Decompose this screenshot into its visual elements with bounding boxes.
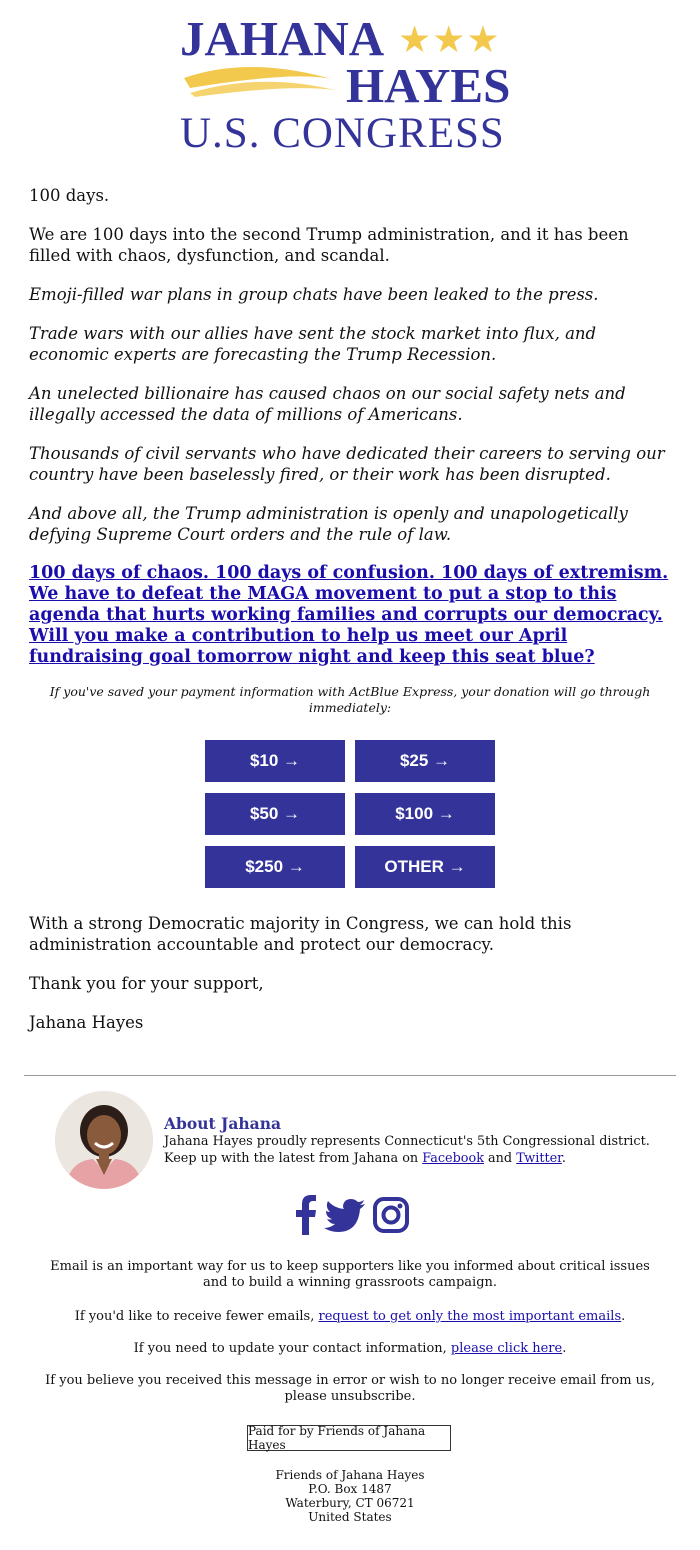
unsubscribe-note[interactable]: If you believe you received this message in error or wish to no longer receive email from us, please unsubscribe. [45, 1373, 655, 1404]
donate-50-button[interactable]: $50 → [205, 793, 345, 835]
intro-paragraph: We are 100 days into the second Trump administration, and it has been filled with chaos, dysfunction, and scandal. [29, 225, 629, 265]
address-city: Waterbury, CT 06721 [285, 1496, 415, 1510]
about-follow-line [164, 1151, 566, 1167]
intro-paragraph-billionaire: An unelected billionaire has caused chaos on our social safety nets and illegally accessed the data of millions of Americans. [29, 384, 626, 424]
intro-paragraph-civil-servants: Thousands of civil servants who have dedicated their careers to serving our country have been baselessly fired, or their work has been disrupted. [29, 444, 665, 484]
intro-heading: 100 days. [29, 186, 110, 205]
intro-paragraph-supreme-court: And above all, the Trump administration is openly and unapologetically defying Supreme Court orders and the rule of law. [29, 504, 628, 544]
signature: Jahana Hayes [29, 1013, 144, 1032]
actblue-express-note: If you've saved your payment information with ActBlue Express, your donation will go through immediately: [49, 684, 651, 715]
fewer-emails-line [40, 1309, 660, 1325]
update-info-text: If you need to update your contact information, [133, 1341, 447, 1356]
intro-paragraph-war-plans: Emoji-filled war plans in group chats have been leaked to the press. [29, 285, 599, 304]
about-and-text: and [488, 1151, 513, 1166]
paid-for-disclaimer: Paid for by Friends of Jahana Hayes [247, 1425, 451, 1451]
intro-paragraph-trade: Trade wars with our allies have sent the stock market into flux, and economic experts are forecasting the Trump Recession. [29, 324, 597, 364]
about-period: . [561, 1151, 566, 1166]
donate-250-button[interactable]: $250 → [205, 846, 345, 888]
about-title: About Jahana [164, 1114, 282, 1133]
donate-cta-link[interactable]: 100 days of chaos. 100 days of confusion. 100 days of extremism. We have to defeat the MAGA movement to put a stop to this agenda that hurts working families and corrupts our democracy. Will you make a contribution to help us meet our April fundraising goal tomorrow night and keep this seat blue? [29, 563, 669, 667]
fewer-emails-text: If you'd like to receive fewer emails, [74, 1309, 315, 1324]
update-info-line [40, 1341, 660, 1357]
avatar-portrait [55, 1091, 153, 1189]
about-description: Jahana Hayes proudly represents Connecticut's 5th Congressional district. [164, 1134, 650, 1149]
donate-25-button[interactable]: $25 → [355, 740, 495, 782]
donate-10-button[interactable]: $10 → [205, 740, 345, 782]
about-follow-text: Keep up with the latest from Jahana on [164, 1151, 419, 1166]
update-info-link[interactable]: please click here [450, 1341, 563, 1356]
email-importance-note: Email is an important way for us to keep supporters like you informed about critical issues and to build a winning grassroots campaign. [50, 1259, 650, 1290]
logo-office: U.S. CONGRESS [180, 110, 505, 157]
fewer-emails-period: . [621, 1309, 626, 1324]
logo-stars: ★★★ [398, 18, 501, 61]
address-org: Friends of Jahana Hayes [275, 1468, 425, 1482]
fewer-emails-link[interactable]: request to get only the most important emails [318, 1309, 622, 1324]
donate-other-button[interactable]: OTHER → [355, 846, 495, 888]
address-po-box: P.O. Box 1487 [308, 1482, 392, 1496]
campaign-logo [0, 0, 700, 160]
closing-thanks: Thank you for your support, [29, 974, 264, 993]
logo-name-top: JAHANA [180, 11, 385, 66]
instagram-icon[interactable] [372, 1195, 410, 1235]
avatar [55, 1091, 153, 1189]
donate-100-button[interactable]: $100 → [355, 793, 495, 835]
update-info-period: . [562, 1341, 567, 1356]
logo-name-bottom: HAYES [346, 58, 511, 113]
twitter-link[interactable]: Twitter [516, 1151, 562, 1166]
facebook-icon[interactable] [292, 1195, 318, 1235]
footer-divider [24, 1075, 676, 1076]
closing-paragraph: With a strong Democratic majority in Congress, we can hold this administration accountable and protect our democracy. [29, 914, 572, 954]
address-country: United States [308, 1510, 392, 1524]
facebook-link[interactable]: Facebook [422, 1151, 484, 1166]
twitter-icon[interactable] [324, 1195, 366, 1235]
